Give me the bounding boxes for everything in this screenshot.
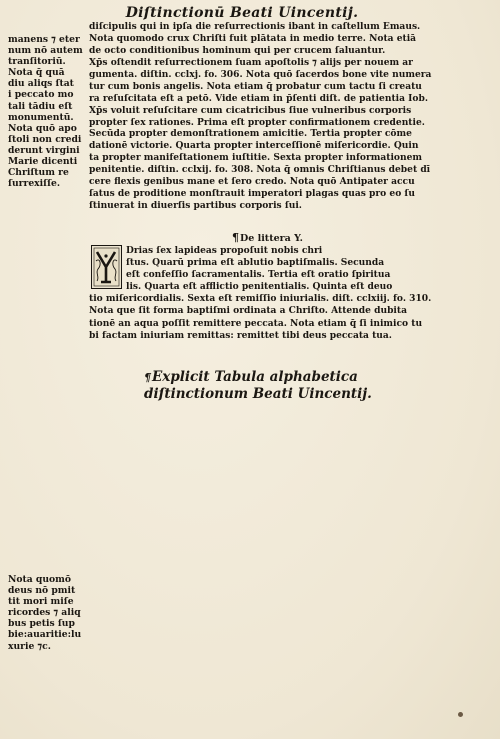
margin-note-line: tit mori miſe — [8, 596, 74, 608]
pilcrow-mark: ¶ — [232, 231, 239, 244]
margin-note-line: xurie ⁊c. — [8, 640, 51, 652]
margin-note-line: bus petis ſup — [8, 618, 75, 630]
text-line: tur cum bonis angelis. Nota etiam q̄ probatur cum tactu ſi creatu — [89, 80, 422, 92]
text-line: ſtinuerat in diuerſis partibus corporis ſui. — [89, 200, 302, 212]
paper-spot — [458, 712, 463, 717]
text-line: gumenta. diſtin. cclxj. fo. 306. Nota quō ſacerdos bone vite numera — [89, 68, 432, 80]
text-line: cere flexis genibus mane et ſero credo. Nota quō Antipater accu — [89, 176, 415, 188]
margin-note-line: num nō autem — [8, 45, 83, 57]
section-heading-label: De littera Y. — [240, 233, 303, 244]
text-line: Secūda propter demonſtrationem amicitie. Tertia propter cōme — [89, 128, 412, 140]
text-line: penitentie. diſtin. cclxij. fo. 308. Nota q̄ omnis Chriſtianus debet dī — [89, 164, 431, 176]
entry-line: Drias ſex lapideas propoſuit nobis chri — [126, 245, 323, 256]
explicit-text: Explicit Tabula alphabetica — [152, 369, 358, 385]
text-line: ta propter manifeſtationem iuſtitie. Sexta propter informationem — [89, 152, 423, 164]
margin-note-line: Nota quomō — [8, 574, 72, 585]
entry-line: ſtus. Quarū prima eſt ablutio baptiſmalis. Secunda — [126, 257, 385, 269]
margin-notes-bottom — [8, 574, 88, 652]
margin-note-line: Nota quō apo — [8, 122, 77, 134]
margin-note-line: manens ⁊ eter — [8, 34, 80, 45]
margin-note-line: ricordes ⁊ aliq — [8, 607, 81, 619]
text-line: Xp̄s voluit reſuſcitare cum cicatricibus ſiue vulneribus corporis — [89, 104, 412, 116]
margin-note-line: Nota q̄ quā — [8, 67, 65, 79]
entry-line: tionē an aqua poſſit remittere peccata. Nota etiam q̄ ſi inimico tu — [89, 317, 423, 329]
explicit-line-1 — [144, 369, 384, 386]
margin-note-line: diu aliqs ſtat — [8, 78, 74, 90]
margin-note-line: ſtoli non credi — [8, 133, 82, 145]
margin-note-line: derunt virgini — [8, 144, 80, 156]
entry-line: bi factam iniuriam remittas: remittet tibi deus peccata tua. — [89, 329, 392, 341]
pilcrow-mark: ¶ — [144, 371, 151, 384]
explicit-line-2: diſtinctionum Beati Uincentij. — [144, 386, 372, 402]
text-line: ra reſuſcitata eſt a petō. Vide etiam in p̄ſenti diſt. de patientia Iob. — [89, 92, 428, 104]
margin-note-line: tranſitoriū. — [8, 56, 66, 68]
margin-note-line: Chriſtum re — [8, 167, 69, 179]
margin-note-line: tali tādiu eſt — [8, 100, 73, 112]
entry-letter-y — [89, 245, 435, 342]
margin-notes-top — [8, 34, 88, 189]
margin-note-line: bie:auaritie:lu — [8, 629, 82, 641]
explicit-colophon — [144, 369, 384, 403]
text-line: de octo conditionibus hominum qui per crucem ſaluantur. — [89, 44, 386, 56]
text-line: Nota quomodo crux Chriſti fuit plātata in medio terre. Nota etiā — [89, 32, 417, 44]
margin-note-line: i peccato mo — [8, 89, 74, 101]
text-line: diſcipulis qui in ipſa die reſurrectionis ibant in caſtellum Emaus. — [89, 21, 421, 32]
running-head: Diſtinctionū Beati Uincentij. — [125, 5, 359, 21]
main-text-block — [89, 21, 435, 212]
text-line: ſatus de proditione monſtrauit imperatori plagas quas pro eo ſu — [89, 188, 415, 200]
section-heading — [232, 231, 303, 244]
entry-line: tio miſericordialis. Sexta eſt remiſſio iniurialis. diſt. cclxiij. fo. 310. — [89, 293, 432, 305]
margin-note-line: deus nō pmit — [8, 585, 76, 597]
entry-line: Nota que ſit forma baptiſmi ordinata a Chriſto. Attende dubita — [89, 305, 407, 317]
text-line: dationē victorie. Quarta propter interceſſionē miſericordie. Quin — [89, 140, 419, 152]
entry-line: eſt confeſſio ſacramentalis. Tertia eſt oratio ſpiritua — [126, 269, 391, 281]
text-line: propter ſex rationes. Prima eſt propter confirmationem credentie. — [89, 116, 425, 128]
margin-note-line: ſurrexiſſe. — [8, 178, 61, 190]
margin-note-line: Marie dicenti — [8, 156, 78, 168]
text-line: Xp̄s oſtendit reſurrectionem ſuam apoſtolis ⁊ alijs per nouem ar — [89, 56, 413, 68]
entry-line: lis. Quarta eſt afflictio penitentialis. Quinta eſt deuo — [126, 281, 393, 293]
margin-note-line: monumentū. — [8, 111, 74, 123]
